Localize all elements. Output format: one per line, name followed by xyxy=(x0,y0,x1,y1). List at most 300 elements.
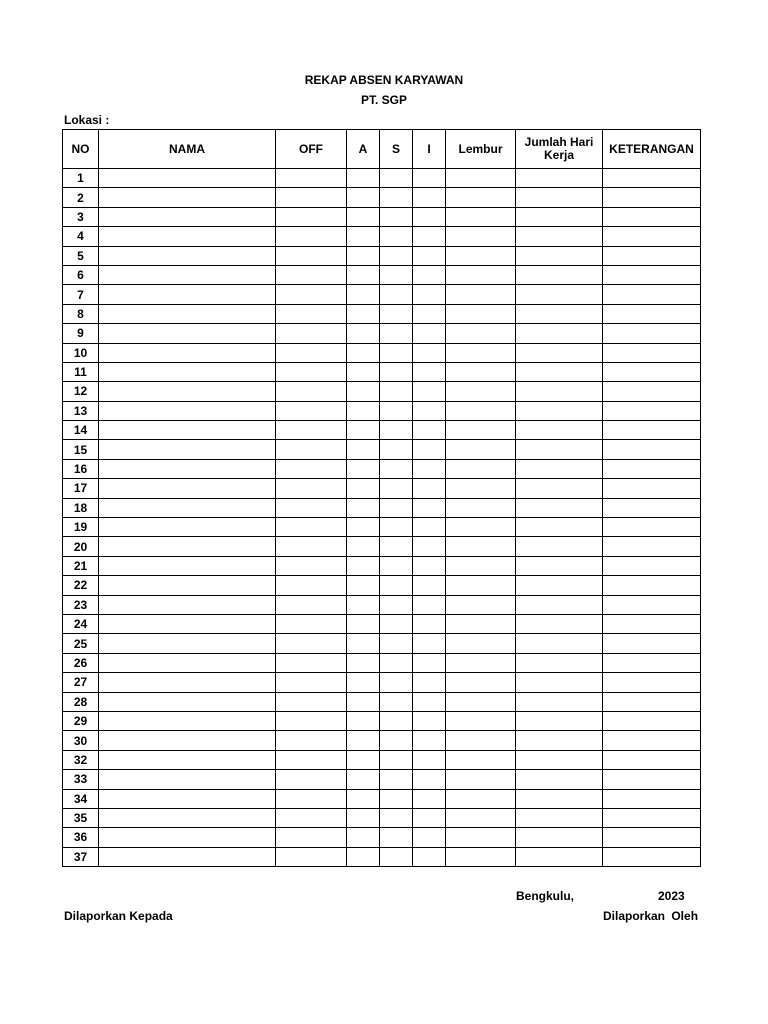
cell-no: 3 xyxy=(63,207,99,226)
cell-nama xyxy=(99,692,276,711)
cell-s xyxy=(380,459,413,478)
cell-keterangan xyxy=(603,711,701,730)
cell-no: 17 xyxy=(63,479,99,498)
cell-no: 2 xyxy=(63,188,99,207)
cell-i xyxy=(413,362,446,381)
table-row xyxy=(63,421,701,440)
cell-a xyxy=(347,556,380,575)
cell-no: 24 xyxy=(63,614,99,633)
cell-jumlah-hari-kerja xyxy=(516,324,603,343)
header-a: A xyxy=(347,130,380,169)
cell-keterangan xyxy=(603,188,701,207)
cell-s xyxy=(380,188,413,207)
cell-no: 20 xyxy=(63,537,99,556)
cell-i xyxy=(413,207,446,226)
cell-s xyxy=(380,692,413,711)
cell-no: 13 xyxy=(63,401,99,420)
cell-s xyxy=(380,556,413,575)
cell-no: 12 xyxy=(63,382,99,401)
cell-a xyxy=(347,634,380,653)
cell-off xyxy=(276,518,347,537)
cell-nama xyxy=(99,188,276,207)
cell-keterangan xyxy=(603,479,701,498)
cell-nama xyxy=(99,770,276,789)
table-row xyxy=(63,808,701,827)
cell-a xyxy=(347,653,380,672)
cell-nama xyxy=(99,595,276,614)
cell-lembur xyxy=(446,634,516,653)
document-title: REKAP ABSEN KARYAWAN xyxy=(304,73,464,87)
table-row xyxy=(63,770,701,789)
cell-jumlah-hari-kerja xyxy=(516,304,603,323)
cell-nama xyxy=(99,324,276,343)
cell-jumlah-hari-kerja xyxy=(516,440,603,459)
cell-nama xyxy=(99,169,276,188)
cell-off xyxy=(276,169,347,188)
cell-jumlah-hari-kerja xyxy=(516,692,603,711)
cell-s xyxy=(380,382,413,401)
cell-off xyxy=(276,207,347,226)
cell-a xyxy=(347,265,380,284)
cell-lembur xyxy=(446,614,516,633)
cell-nama xyxy=(99,518,276,537)
cell-keterangan xyxy=(603,421,701,440)
cell-jumlah-hari-kerja xyxy=(516,847,603,866)
cell-lembur xyxy=(446,362,516,381)
cell-s xyxy=(380,421,413,440)
location-label: Lokasi : xyxy=(64,113,110,127)
cell-a xyxy=(347,595,380,614)
table-row xyxy=(63,343,701,362)
cell-s xyxy=(380,265,413,284)
cell-a xyxy=(347,459,380,478)
cell-i xyxy=(413,808,446,827)
cell-jumlah-hari-kerja xyxy=(516,673,603,692)
header-keterangan: KETERANGAN xyxy=(603,130,701,169)
cell-i xyxy=(413,634,446,653)
cell-lembur xyxy=(446,653,516,672)
cell-keterangan xyxy=(603,556,701,575)
cell-s xyxy=(380,401,413,420)
cell-nama xyxy=(99,382,276,401)
cell-lembur xyxy=(446,207,516,226)
table-row xyxy=(63,498,701,517)
cell-s xyxy=(380,440,413,459)
cell-nama xyxy=(99,362,276,381)
cell-jumlah-hari-kerja xyxy=(516,711,603,730)
table-row xyxy=(63,459,701,478)
cell-keterangan xyxy=(603,498,701,517)
table-row xyxy=(63,518,701,537)
company-name: PT. SGP xyxy=(360,93,407,107)
cell-s xyxy=(380,518,413,537)
cell-jumlah-hari-kerja xyxy=(516,343,603,362)
cell-jumlah-hari-kerja xyxy=(516,653,603,672)
cell-keterangan xyxy=(603,518,701,537)
attendance-table xyxy=(62,129,701,867)
cell-jumlah-hari-kerja xyxy=(516,518,603,537)
table-header-row xyxy=(63,130,701,169)
cell-off xyxy=(276,479,347,498)
cell-lembur xyxy=(446,789,516,808)
cell-keterangan xyxy=(603,731,701,750)
cell-s xyxy=(380,595,413,614)
cell-i xyxy=(413,498,446,517)
cell-nama xyxy=(99,789,276,808)
cell-keterangan xyxy=(603,828,701,847)
cell-a xyxy=(347,537,380,556)
cell-a xyxy=(347,188,380,207)
city-label: Bengkulu, xyxy=(516,889,575,903)
cell-no: 14 xyxy=(63,421,99,440)
cell-s xyxy=(380,828,413,847)
cell-off xyxy=(276,246,347,265)
cell-lembur xyxy=(446,265,516,284)
cell-keterangan xyxy=(603,265,701,284)
cell-a xyxy=(347,324,380,343)
cell-no: 27 xyxy=(63,673,99,692)
cell-a xyxy=(347,421,380,440)
cell-jumlah-hari-kerja xyxy=(516,459,603,478)
cell-a xyxy=(347,401,380,420)
cell-a xyxy=(347,227,380,246)
cell-jumlah-hari-kerja xyxy=(516,556,603,575)
cell-jumlah-hari-kerja xyxy=(516,421,603,440)
cell-i xyxy=(413,304,446,323)
cell-no: 10 xyxy=(63,343,99,362)
cell-keterangan xyxy=(603,401,701,420)
cell-off xyxy=(276,808,347,827)
cell-a xyxy=(347,343,380,362)
cell-a xyxy=(347,207,380,226)
table-row xyxy=(63,673,701,692)
cell-nama xyxy=(99,711,276,730)
cell-off xyxy=(276,576,347,595)
cell-keterangan xyxy=(603,673,701,692)
table-row xyxy=(63,634,701,653)
cell-s xyxy=(380,246,413,265)
cell-jumlah-hari-kerja xyxy=(516,770,603,789)
cell-no: 36 xyxy=(63,828,99,847)
reported-to-label: Dilaporkan Kepada xyxy=(64,909,173,923)
cell-s xyxy=(380,227,413,246)
cell-a xyxy=(347,808,380,827)
cell-i xyxy=(413,440,446,459)
cell-jumlah-hari-kerja xyxy=(516,595,603,614)
cell-no: 25 xyxy=(63,634,99,653)
cell-a xyxy=(347,692,380,711)
cell-keterangan xyxy=(603,169,701,188)
cell-lembur xyxy=(446,343,516,362)
cell-lembur xyxy=(446,401,516,420)
cell-s xyxy=(380,285,413,304)
table-row xyxy=(63,207,701,226)
cell-no: 32 xyxy=(63,750,99,769)
cell-lembur xyxy=(446,440,516,459)
table-row xyxy=(63,304,701,323)
table-row xyxy=(63,401,701,420)
table-body xyxy=(63,169,701,867)
table-row xyxy=(63,692,701,711)
cell-s xyxy=(380,537,413,556)
cell-i xyxy=(413,421,446,440)
cell-off xyxy=(276,362,347,381)
cell-jumlah-hari-kerja xyxy=(516,576,603,595)
cell-no: 37 xyxy=(63,847,99,866)
cell-lembur xyxy=(446,770,516,789)
cell-s xyxy=(380,750,413,769)
header-lembur: Lembur xyxy=(446,130,516,169)
cell-lembur xyxy=(446,595,516,614)
cell-i xyxy=(413,576,446,595)
table-row xyxy=(63,556,701,575)
cell-off xyxy=(276,285,347,304)
cell-i xyxy=(413,614,446,633)
cell-a xyxy=(347,789,380,808)
cell-s xyxy=(380,731,413,750)
cell-no: 1 xyxy=(63,169,99,188)
cell-s xyxy=(380,304,413,323)
cell-off xyxy=(276,265,347,284)
cell-lembur xyxy=(446,518,516,537)
table-row xyxy=(63,595,701,614)
cell-nama xyxy=(99,653,276,672)
cell-nama xyxy=(99,285,276,304)
cell-i xyxy=(413,770,446,789)
cell-s xyxy=(380,673,413,692)
cell-lembur xyxy=(446,498,516,517)
cell-nama xyxy=(99,421,276,440)
cell-s xyxy=(380,614,413,633)
table-row xyxy=(63,188,701,207)
cell-jumlah-hari-kerja xyxy=(516,169,603,188)
table-row xyxy=(63,614,701,633)
cell-lembur xyxy=(446,421,516,440)
cell-i xyxy=(413,324,446,343)
cell-lembur xyxy=(446,731,516,750)
cell-jumlah-hari-kerja xyxy=(516,285,603,304)
cell-lembur xyxy=(446,285,516,304)
cell-nama xyxy=(99,265,276,284)
table-row xyxy=(63,227,701,246)
cell-off xyxy=(276,750,347,769)
cell-a xyxy=(347,246,380,265)
cell-keterangan xyxy=(603,750,701,769)
cell-lembur xyxy=(446,808,516,827)
cell-a xyxy=(347,576,380,595)
cell-keterangan xyxy=(603,207,701,226)
header-s: S xyxy=(380,130,413,169)
cell-off xyxy=(276,653,347,672)
cell-nama xyxy=(99,246,276,265)
cell-off xyxy=(276,324,347,343)
cell-keterangan xyxy=(603,304,701,323)
cell-jumlah-hari-kerja xyxy=(516,188,603,207)
header-no: NO xyxy=(63,130,99,169)
cell-s xyxy=(380,847,413,866)
table-row xyxy=(63,847,701,866)
cell-lembur xyxy=(446,537,516,556)
cell-lembur xyxy=(446,576,516,595)
table-row xyxy=(63,362,701,381)
cell-jumlah-hari-kerja xyxy=(516,750,603,769)
cell-i xyxy=(413,556,446,575)
cell-a xyxy=(347,304,380,323)
cell-lembur xyxy=(446,382,516,401)
cell-off xyxy=(276,537,347,556)
cell-s xyxy=(380,498,413,517)
cell-no: 30 xyxy=(63,731,99,750)
cell-i xyxy=(413,401,446,420)
cell-jumlah-hari-kerja xyxy=(516,828,603,847)
cell-no: 26 xyxy=(63,653,99,672)
cell-lembur xyxy=(446,188,516,207)
cell-lembur xyxy=(446,304,516,323)
cell-off xyxy=(276,634,347,653)
cell-lembur xyxy=(446,556,516,575)
cell-a xyxy=(347,711,380,730)
cell-a xyxy=(347,828,380,847)
cell-a xyxy=(347,518,380,537)
cell-no: 9 xyxy=(63,324,99,343)
cell-i xyxy=(413,169,446,188)
cell-keterangan xyxy=(603,362,701,381)
cell-no: 11 xyxy=(63,362,99,381)
cell-i xyxy=(413,343,446,362)
header-off: OFF xyxy=(276,130,347,169)
cell-no: 28 xyxy=(63,692,99,711)
cell-keterangan xyxy=(603,634,701,653)
year-label: 2023 xyxy=(658,889,685,903)
table-row xyxy=(63,576,701,595)
cell-s xyxy=(380,789,413,808)
table-row xyxy=(63,382,701,401)
cell-a xyxy=(347,498,380,517)
cell-nama xyxy=(99,207,276,226)
cell-i xyxy=(413,595,446,614)
cell-i xyxy=(413,731,446,750)
cell-nama xyxy=(99,634,276,653)
cell-i xyxy=(413,188,446,207)
cell-i xyxy=(413,673,446,692)
cell-keterangan xyxy=(603,246,701,265)
cell-lembur xyxy=(446,692,516,711)
table-row xyxy=(63,265,701,284)
cell-a xyxy=(347,169,380,188)
cell-i xyxy=(413,711,446,730)
cell-no: 19 xyxy=(63,518,99,537)
cell-off xyxy=(276,711,347,730)
cell-i xyxy=(413,265,446,284)
cell-no: 22 xyxy=(63,576,99,595)
table-row xyxy=(63,169,701,188)
reported-by-label: Dilaporkan Oleh xyxy=(603,909,699,923)
cell-keterangan xyxy=(603,770,701,789)
cell-no: 33 xyxy=(63,770,99,789)
cell-off xyxy=(276,343,347,362)
cell-keterangan xyxy=(603,382,701,401)
header-nama: NAMA xyxy=(99,130,276,169)
cell-a xyxy=(347,362,380,381)
cell-a xyxy=(347,479,380,498)
cell-no: 4 xyxy=(63,227,99,246)
cell-i xyxy=(413,246,446,265)
cell-no: 35 xyxy=(63,808,99,827)
cell-keterangan xyxy=(603,595,701,614)
table-row xyxy=(63,653,701,672)
cell-nama xyxy=(99,808,276,827)
cell-keterangan xyxy=(603,459,701,478)
cell-jumlah-hari-kerja xyxy=(516,537,603,556)
cell-keterangan xyxy=(603,227,701,246)
cell-keterangan xyxy=(603,576,701,595)
cell-i xyxy=(413,227,446,246)
cell-s xyxy=(380,479,413,498)
cell-nama xyxy=(99,227,276,246)
cell-nama xyxy=(99,750,276,769)
cell-lembur xyxy=(446,750,516,769)
cell-s xyxy=(380,169,413,188)
table-row xyxy=(63,440,701,459)
cell-s xyxy=(380,576,413,595)
cell-a xyxy=(347,382,380,401)
table-row xyxy=(63,479,701,498)
cell-off xyxy=(276,828,347,847)
cell-jumlah-hari-kerja xyxy=(516,789,603,808)
table-row xyxy=(63,324,701,343)
cell-keterangan xyxy=(603,653,701,672)
cell-i xyxy=(413,537,446,556)
cell-nama xyxy=(99,828,276,847)
table-row xyxy=(63,246,701,265)
cell-jumlah-hari-kerja xyxy=(516,808,603,827)
cell-keterangan xyxy=(603,440,701,459)
cell-nama xyxy=(99,343,276,362)
cell-jumlah-hari-kerja xyxy=(516,362,603,381)
cell-s xyxy=(380,634,413,653)
cell-jumlah-hari-kerja xyxy=(516,227,603,246)
table-row xyxy=(63,537,701,556)
cell-lembur xyxy=(446,828,516,847)
cell-off xyxy=(276,847,347,866)
cell-keterangan xyxy=(603,847,701,866)
cell-s xyxy=(380,362,413,381)
cell-lembur xyxy=(446,227,516,246)
cell-off xyxy=(276,789,347,808)
cell-jumlah-hari-kerja xyxy=(516,498,603,517)
cell-off xyxy=(276,614,347,633)
cell-nama xyxy=(99,537,276,556)
cell-no: 7 xyxy=(63,285,99,304)
cell-a xyxy=(347,440,380,459)
cell-off xyxy=(276,421,347,440)
cell-off xyxy=(276,498,347,517)
cell-i xyxy=(413,653,446,672)
cell-i xyxy=(413,750,446,769)
cell-off xyxy=(276,770,347,789)
cell-nama xyxy=(99,576,276,595)
cell-lembur xyxy=(446,847,516,866)
cell-i xyxy=(413,692,446,711)
cell-off xyxy=(276,556,347,575)
cell-nama xyxy=(99,847,276,866)
cell-off xyxy=(276,595,347,614)
cell-no: 21 xyxy=(63,556,99,575)
cell-off xyxy=(276,731,347,750)
cell-off xyxy=(276,304,347,323)
table-row xyxy=(63,711,701,730)
cell-jumlah-hari-kerja xyxy=(516,265,603,284)
